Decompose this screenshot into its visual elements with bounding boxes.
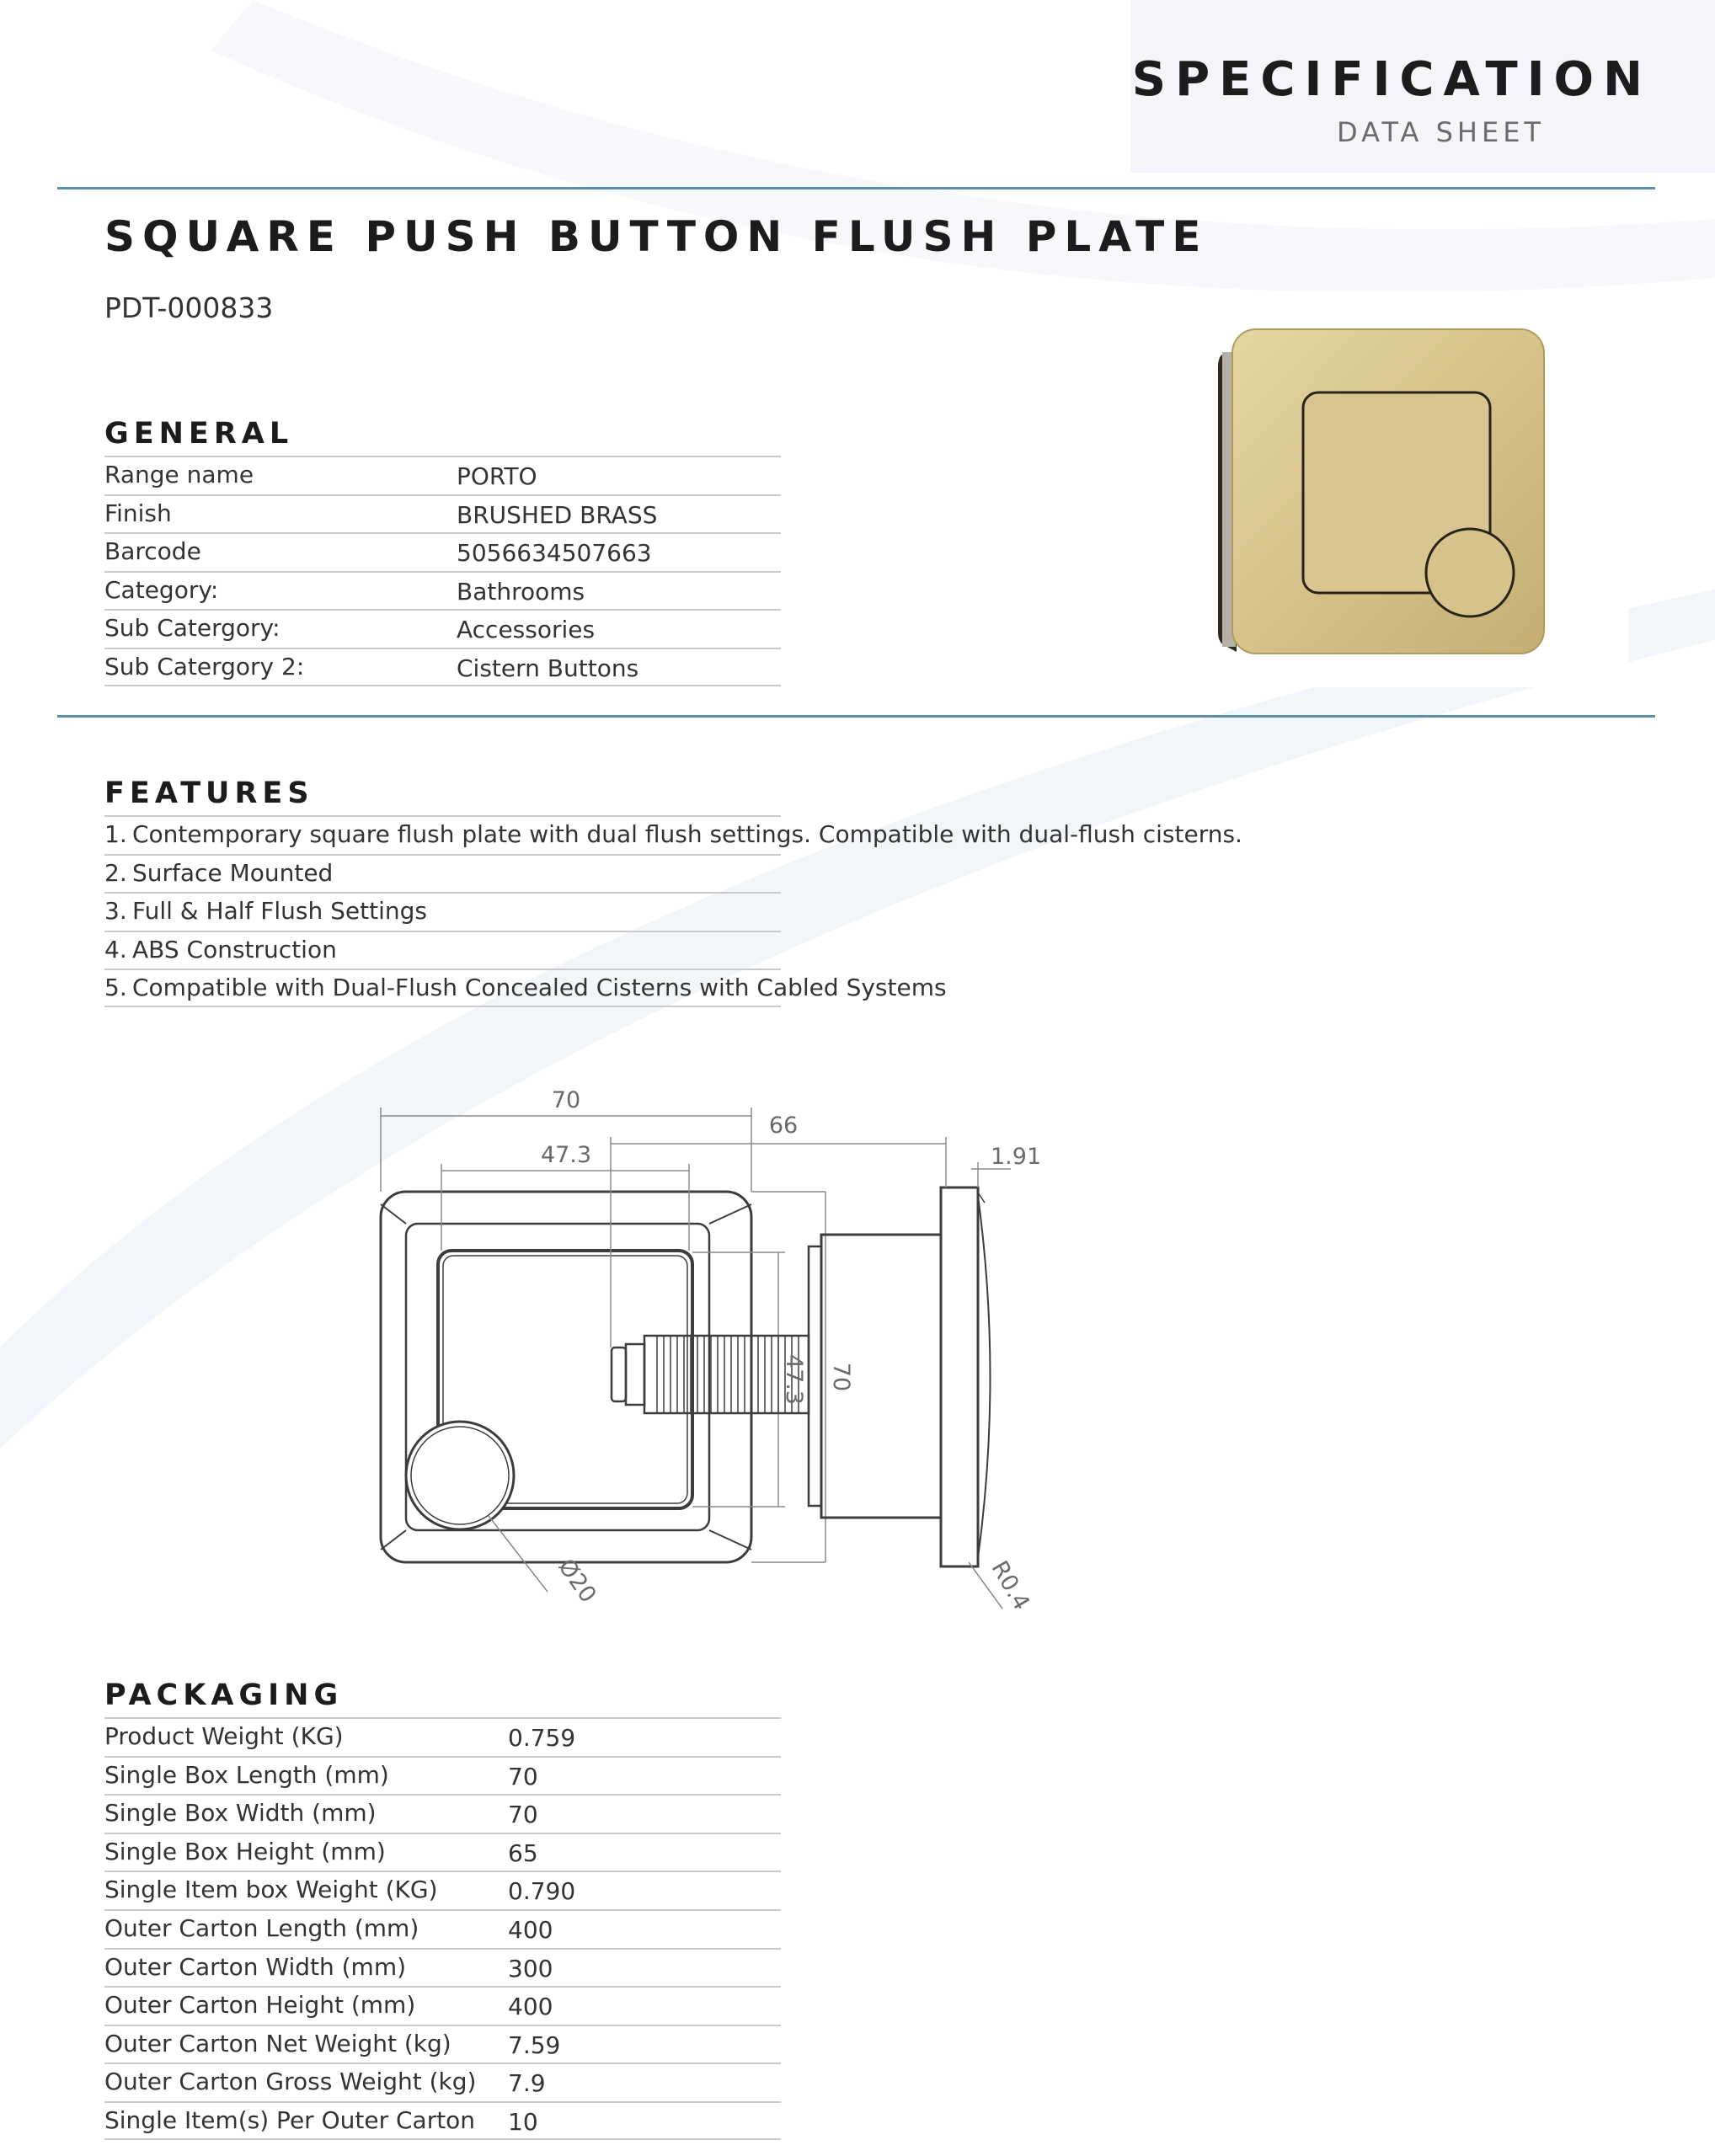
table-row <box>104 1756 781 1795</box>
row-label: Range name <box>104 461 254 488</box>
dimension-labels <box>541 1087 1041 1614</box>
dim-front-width: 70 <box>551 1087 581 1113</box>
list-item <box>104 931 781 969</box>
table-row <box>104 648 781 686</box>
table-row <box>104 1794 781 1833</box>
row-value: 70 <box>508 1762 538 1790</box>
dim-button-diameter: Ø20 <box>553 1554 601 1608</box>
list-item <box>104 969 947 1007</box>
features-list <box>104 815 1242 1007</box>
row-label: Single Box Height (mm) <box>104 1837 386 1865</box>
product-photo <box>1081 291 1628 687</box>
table-row <box>104 1948 781 1987</box>
row-label: Outer Carton Length (mm) <box>104 1913 419 1942</box>
row-label: Single Item box Weight (KG) <box>104 1876 438 1904</box>
row-value: 0.759 <box>508 1724 576 1752</box>
row-label: Outer Carton Net Weight (kg) <box>104 2029 451 2057</box>
features-heading: FEATURES <box>104 776 314 810</box>
product-code: PDT-000833 <box>104 291 274 324</box>
row-label: Barcode <box>104 537 201 566</box>
row-value: 65 <box>508 1838 538 1867</box>
item-number: 3. <box>104 897 127 926</box>
table-row <box>104 1870 781 1909</box>
row-value: 5056634507663 <box>457 539 652 568</box>
dim-side-depth: 66 <box>768 1113 799 1139</box>
item-number: 2. <box>104 858 127 887</box>
front-view-drawing <box>381 1107 825 1592</box>
table-row <box>104 2063 781 2101</box>
item-text: Compatible with Dual-Flush Concealed Cisterns with Cabled Systems <box>132 974 947 1002</box>
row-label: Single Box Length (mm) <box>104 1760 389 1789</box>
list-item <box>104 892 781 931</box>
general-table <box>104 456 781 686</box>
table-row <box>104 1909 781 1948</box>
table-row <box>104 1833 781 1871</box>
row-label: Outer Carton Height (mm) <box>104 1991 416 2020</box>
item-number: 5. <box>104 974 127 1002</box>
item-number: 4. <box>104 935 127 963</box>
section-divider <box>57 715 1655 718</box>
row-value: 400 <box>508 1915 553 1944</box>
document-title: SPECIFICATION <box>1131 52 1652 107</box>
dim-edge-radius: R0.4 <box>986 1556 1035 1615</box>
document-subtitle: DATA SHEET <box>1337 116 1545 148</box>
row-label: Category: <box>104 575 219 604</box>
row-value: Cistern Buttons <box>457 654 639 682</box>
row-value: 7.59 <box>508 2031 561 2059</box>
row-value: PORTO <box>457 462 537 490</box>
table-row <box>104 494 781 533</box>
row-value: 10 <box>508 2107 538 2136</box>
table-row <box>104 1717 781 1756</box>
row-value: Accessories <box>457 616 596 644</box>
row-label: Sub Catergory: <box>104 614 280 643</box>
row-value: 0.790 <box>508 1877 576 1906</box>
item-text: ABS Construction <box>132 935 337 963</box>
header-divider <box>57 187 1655 189</box>
table-row <box>104 2101 781 2140</box>
row-label: Finish <box>104 499 172 527</box>
row-label: Single Item(s) Per Outer Carton <box>104 2105 476 2134</box>
table-row <box>104 1986 781 2025</box>
technical-drawing <box>354 1070 1365 1625</box>
table-row <box>104 609 781 648</box>
table-row <box>104 571 781 610</box>
list-item <box>104 815 1242 854</box>
general-heading: GENERAL <box>104 417 294 451</box>
row-value: 70 <box>508 1801 538 1829</box>
row-value: 400 <box>508 1993 553 2021</box>
dim-inner-width: 47.3 <box>540 1142 592 1168</box>
row-label: Outer Carton Width (mm) <box>104 1952 407 1981</box>
item-text: Surface Mounted <box>132 858 334 887</box>
table-row <box>104 532 781 571</box>
row-label: Single Box Width (mm) <box>104 1799 377 1828</box>
row-label: Product Weight (KG) <box>104 1722 344 1750</box>
row-label: Sub Catergory 2: <box>104 652 305 680</box>
row-label: Outer Carton Gross Weight (kg) <box>104 2068 477 2096</box>
item-text: Full & Half Flush Settings <box>132 897 427 926</box>
dim-front-height: 70 <box>828 1362 854 1392</box>
side-view-drawing <box>611 1137 1011 1609</box>
product-title: SQUARE PUSH BUTTON FLUSH PLATE <box>104 212 1209 261</box>
dim-inner-height: 47.3 <box>781 1353 807 1406</box>
item-text: Contemporary square flush plate with dual flush settings. Compatible with dual-flush cisterns. <box>132 820 1242 848</box>
table-row <box>104 456 781 494</box>
packaging-table <box>104 1717 781 2140</box>
table-row <box>104 2025 781 2063</box>
item-number: 1. <box>104 820 127 848</box>
packaging-heading: PACKAGING <box>104 1678 344 1712</box>
row-value: 300 <box>508 1954 553 1983</box>
row-value: BRUSHED BRASS <box>457 500 658 529</box>
list-item <box>104 854 781 893</box>
flush-plate-image <box>1081 291 1628 687</box>
row-value: 7.9 <box>508 2069 546 2098</box>
row-value: Bathrooms <box>457 577 585 606</box>
dim-plate-thickness: 1.91 <box>991 1144 1042 1170</box>
